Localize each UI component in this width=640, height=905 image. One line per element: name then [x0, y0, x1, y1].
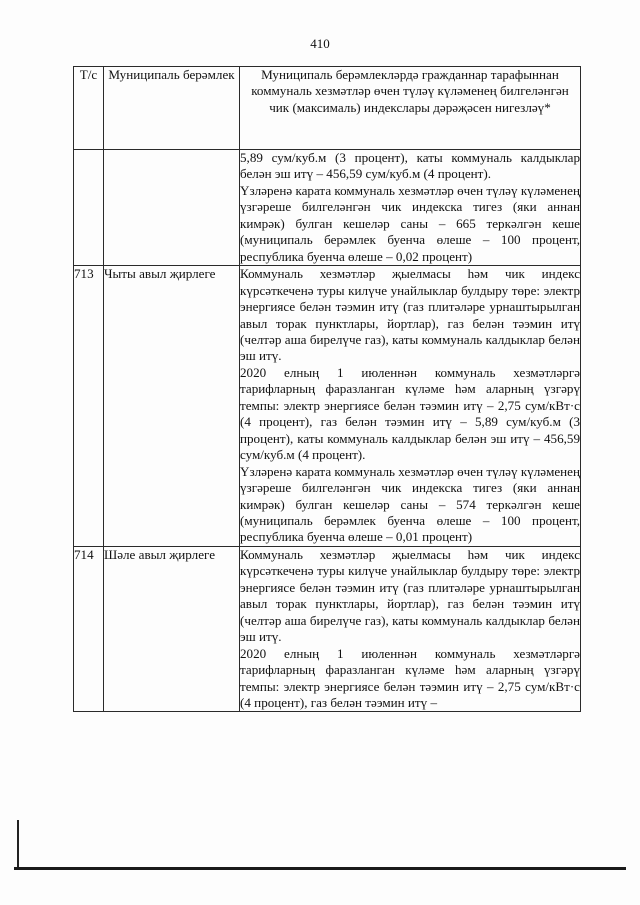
- page-number: 410: [310, 36, 330, 51]
- basis-paragraph: Үзләренә карата коммуналь хезмәтләр өчен түләү күләменең үзгәреше билгеләнгән чик индекска тигез (яки аннан кимрәк) булган кешеләр саны – 574 теркәлгән кеше (муниципаль берәмлек буенча өлеше – 100 процент, республика буенча өлеше – 0,01 процент): [240, 463, 580, 545]
- header-municipality: Муниципаль берәмлек: [104, 67, 240, 150]
- row-basis-text: [240, 266, 581, 547]
- table-header-row: [74, 67, 581, 150]
- row-municipality: [104, 150, 240, 266]
- row-municipality: Чыты авыл җирлеге: [104, 266, 240, 547]
- row-municipality: Шәле авыл җирлеге: [104, 546, 240, 712]
- tariff-index-table: [73, 66, 581, 712]
- row-number: 714: [74, 546, 104, 712]
- header-number: Т/с: [74, 67, 104, 150]
- row-basis-text: [240, 546, 581, 712]
- basis-paragraph: 5,89 сум/куб.м (3 процент), каты коммуналь калдыклар белән эш итү – 456,59 сум/куб.м (4 процент).: [240, 150, 580, 182]
- row-number: 713: [74, 266, 104, 547]
- basis-paragraph: Үзләренә карата коммуналь хезмәтләр өчен түләү күләменең үзгәреше билгеләнгән чик индекска тигез (яки аннан кимрәк) булган кешеләр саны – 665 теркәлгән кеше (муниципаль берәмлек буенча өлеше – 100 процент, республика буенча өлеше – 0,02 процент): [240, 182, 580, 264]
- header-basis: Муниципаль берәмлекләрдә гражданнар тарафыннан коммуналь хезмәтләр өчен түләү күләменең билгеләнгән чик (максималь) индекслары дәрәҗәсен нигезләү*: [240, 67, 581, 150]
- scan-bottom-line: [14, 867, 626, 870]
- basis-paragraph: 2020 елның 1 июленнән коммуналь хезмәтләргә тарифларның фаразланган күләме һәм аларның үзгәрү темпы: электр энергиясе белән тәэмин итү – 2,75 сум/кВт·с (4 процент), газ белән тәэмин итү – 5,89 сум/куб.м (3 процент), каты коммуналь калдыклар белән эш итү – 456,59 сум/куб.м (4 процент).: [240, 364, 580, 463]
- table-row: [74, 546, 581, 712]
- basis-paragraph: Коммуналь хезмәтләр җыелмасы һәм чик индекс күрсәткеченә туры килүче унайлыклар булдыру төре: электр энергиясе белән тәэмин итү (газ плитәләре урнаштырылган авыл торак пунктлары, йортлар), газ белән тәэмин итү (челтәр аша бирелүче газ), каты коммуналь калдыклар белән эш итү.: [240, 546, 580, 645]
- table-row: [74, 150, 581, 266]
- basis-paragraph: Коммуналь хезмәтләр җыелмасы һәм чик индекс күрсәткеченә туры килүче унайлыклар булдыру төре: электр энергиясе белән тәэмин итү (газ плитәләре урнаштырылган авыл торак пунктлары, йортлар), газ белән тәэмин итү (челтәр аша бирелүче газ), каты коммуналь калдыклар белән эш итү.: [240, 266, 580, 364]
- table-row: [74, 266, 581, 547]
- row-basis-text: [240, 150, 581, 266]
- basis-paragraph: 2020 елның 1 июленнән коммуналь хезмәтләргә тарифларның фаразланган күләме һәм аларның үзгәрү темпы: электр энергиясе белән тәэмин итү – 2,75 сум/кВт·с (4 процент), газ белән тәэмин итү –: [240, 645, 580, 710]
- row-number: [74, 150, 104, 266]
- scan-edge-line: [17, 820, 19, 870]
